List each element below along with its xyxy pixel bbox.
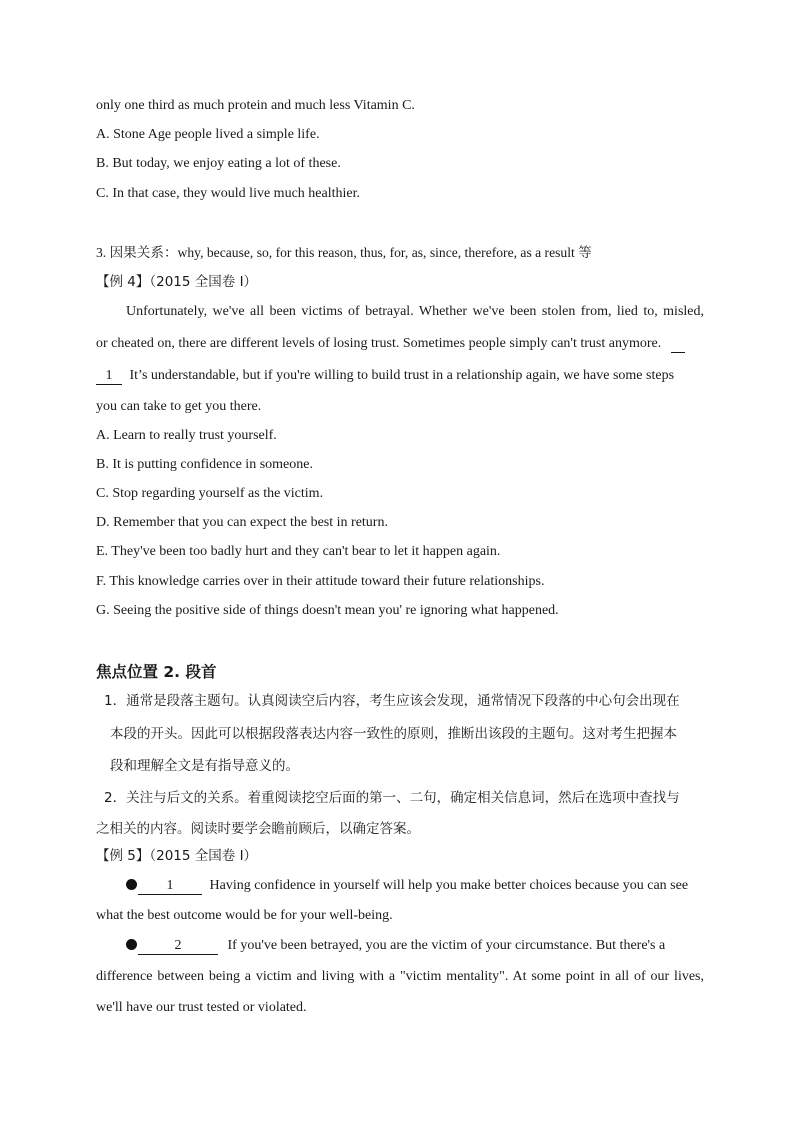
blank-underline (671, 336, 685, 353)
focus2-point1-line1: 1．通常是段落主题句。认真阅读空后内容，考生应该会发现，通常情况下段落的中心句会出现在 (104, 693, 680, 709)
intro-option-c: C. In that case, they would live much healthier. (96, 186, 360, 201)
bullet-icon (126, 939, 137, 950)
example4-para-line3-text: It’s understandable, but if you're willing to build trust in a relationship again, we have some steps (129, 368, 675, 383)
example4-para-line1: Unfortunately, we've all been victims of betrayal. Whether we've been stolen from, lied to, misled, (126, 304, 704, 319)
example4-para-line3 (96, 366, 704, 386)
example4-option-e: E. They've been too badly hurt and they can't bear to let it happen again. (96, 544, 501, 559)
intro-line: only one third as much protein and much less Vitamin C. (96, 98, 415, 113)
example5-item2-text: If you've been betrayed, you are the victim of your circumstance. But there's a (227, 938, 666, 953)
example5-item1-text: Having confidence in yourself will help you make better choices because you can see (209, 878, 689, 893)
example4-option-a: A. Learn to really trust yourself. (96, 428, 277, 443)
intro-option-b: B. But today, we enjoy eating a lot of these. (96, 156, 341, 171)
focus2-point2-line2: 之相关的内容。阅读时要学会瞻前顾后，以确定答案。 (96, 821, 420, 837)
blank-1[interactable]: 1 (138, 878, 202, 895)
example5-item1-line1 (126, 876, 704, 896)
focus2-title: 焦点位置 2. 段首 (96, 663, 217, 681)
example4-option-g: G. Seeing the positive side of things doesn't mean you' re ignoring what happened. (96, 603, 559, 618)
example5-tag: 【例 5】（2015 全国卷 I） (96, 848, 258, 864)
example4-tag: 【例 4】（2015 全国卷 I） (96, 274, 258, 290)
section3-heading: 3. 因果关系：why, because, so, for this reason, thus, for, as, since, therefore, as a result 等 (96, 245, 592, 260)
example4-option-d: D. Remember that you can expect the best in return. (96, 515, 388, 530)
focus2-point1-line2: 本段的开头。因此可以根据段落表达内容一致性的原则，推断出该段的主题句。这对考生把握本 (110, 726, 677, 742)
blank-1[interactable]: 1 (96, 368, 122, 385)
example4-option-b: B. It is putting confidence in someone. (96, 457, 313, 472)
intro-option-a: A. Stone Age people lived a simple life. (96, 127, 320, 142)
example4-para-line2 (96, 334, 685, 354)
focus2-point2-line1: 2．关注与后文的关系。着重阅读挖空后面的第一、二句，确定相关信息词，然后在选项中查找与 (104, 790, 680, 806)
example4-option-c: C. Stop regarding yourself as the victim. (96, 486, 324, 501)
example5-item1-line2: what the best outcome would be for your well-being. (96, 908, 393, 923)
example4-option-f: F. This knowledge carries over in their attitude toward their future relationships. (96, 574, 545, 589)
example4-para-line2-text: or cheated on, there are different levels of losing trust. Sometimes people simply can't trust anymore. (96, 336, 662, 351)
blank-2[interactable]: 2 (138, 938, 218, 955)
bullet-icon (126, 879, 137, 890)
example5-item2-line3: we'll have our trust tested or violated. (96, 1000, 307, 1015)
example5-item2-line2: difference between being a victim and living with a "victim mentality". At some point in all of our lives, (96, 969, 704, 984)
example5-item2-line1 (126, 936, 704, 956)
focus2-point1-line3: 段和理解全文是有指导意义的。 (110, 758, 299, 774)
example4-para-line4: you can take to get you there. (96, 399, 262, 414)
